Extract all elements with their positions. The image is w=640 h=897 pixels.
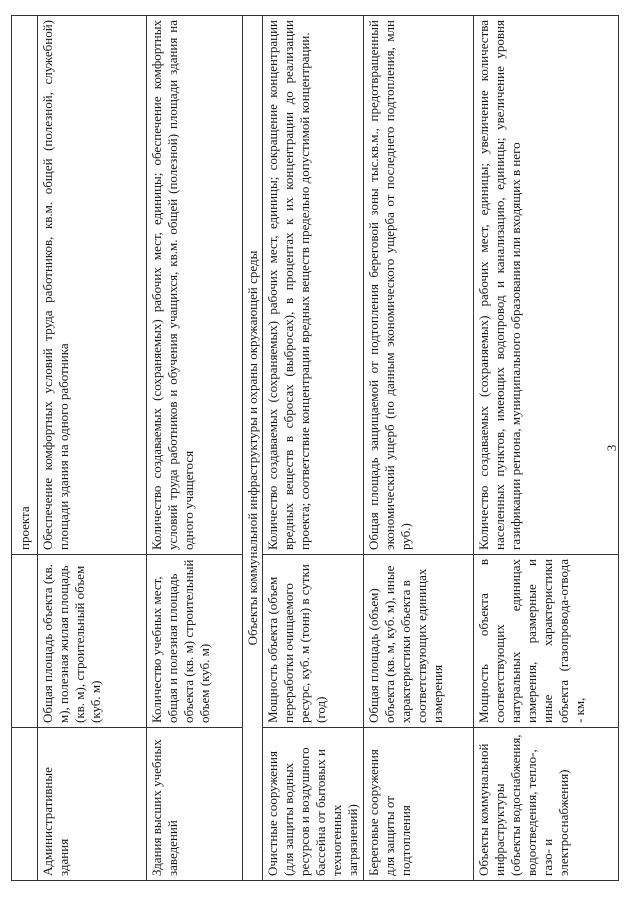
description-cell: Количество создаваемых (сохраняемых) рабочих мест, единицы; сокращение концентрации вредных веществ в сбросах (выбросах), в процентах к их концентрации до реализации проекта; соответствие концентрации вредных веществ предельно допустимой концентрации.: [263, 16, 364, 555]
capacity-cell: Мощность объекта в соответствующих натуральных единицах измерения, размерные и иные характеристики объекта (газопровода-отвода - км,: [474, 555, 619, 728]
object-cell: [12, 728, 38, 881]
capacity-cell: Общая площадь (объем) объекта (кв. м, куб. м), иные характеристики объекта в соответствующих единицах измерения: [364, 555, 474, 728]
object-cell: Здания высших учебных заведений: [147, 728, 243, 881]
rotated-page-content: [11, 16, 611, 881]
section-title: Объекты коммунальной инфраструктуры и охраны окружающей среды: [243, 16, 263, 881]
description-cell: Количество создаваемых (сохраняемых) рабочих мест, единицы; увеличение количества населенных пунктов, имеющих водопровод и канализацию, единицы; увеличение уровня газификации региона, муниципального образования или входящих в него: [474, 16, 619, 555]
capacity-cell: [12, 555, 38, 728]
capacity-cell: Общая площадь объекта (кв. м), полезная жилая площадь (кв. м), строительный объем (куб. м): [38, 555, 147, 728]
table-row: [474, 16, 619, 881]
indicators-table: [11, 15, 619, 881]
table-row-continuation: [12, 16, 38, 881]
description-cell: Количество создаваемых (сохраняемых) рабочих мест, единицы; обеспечение комфортных условий труда работников и обучения учащихся, кв.м. общей (полезной) площади здания на одного учащегося: [147, 16, 243, 555]
table-row: [147, 16, 243, 881]
table-row: [38, 16, 147, 881]
object-cell: Очистные сооружения (для защиты водных ресурсов и воздушного бассейна от бытовых и техногенных загрязнений): [263, 728, 364, 881]
section-row: [243, 16, 263, 881]
object-cell: Объекты коммунальной инфраструктуры (объекты водоснабжения, водоотведения, тепло-, газо- и электроснабжения): [474, 728, 619, 881]
object-cell: Береговые сооружения для защиты от подтопления: [364, 728, 474, 881]
capacity-cell: Мощность объекта (объем переработки очищаемого ресурс, куб. м (тонн) в сутки (год): [263, 555, 364, 728]
table-row: [263, 16, 364, 881]
capacity-cell: Количество учебных мест, общая и полезная площадь объекта (кв. м) строительный объем (куб. м): [147, 555, 243, 728]
description-cell: проекта: [12, 16, 38, 555]
object-cell: Административные здания: [38, 728, 147, 881]
description-cell: Общая площадь защищаемой от подтопления береговой зоны тыс.кв.м., предотвращенный экономический ущерб (по данным экономического ущерба от последнего подтопления, млн руб.): [364, 16, 474, 555]
description-cell: Обеспечение комфортных условий труда работников, кв.м. общей (полезной, служебной) площади здания на одного работника: [38, 16, 147, 555]
table-row: [364, 16, 474, 881]
page-number: 3: [604, 444, 619, 452]
